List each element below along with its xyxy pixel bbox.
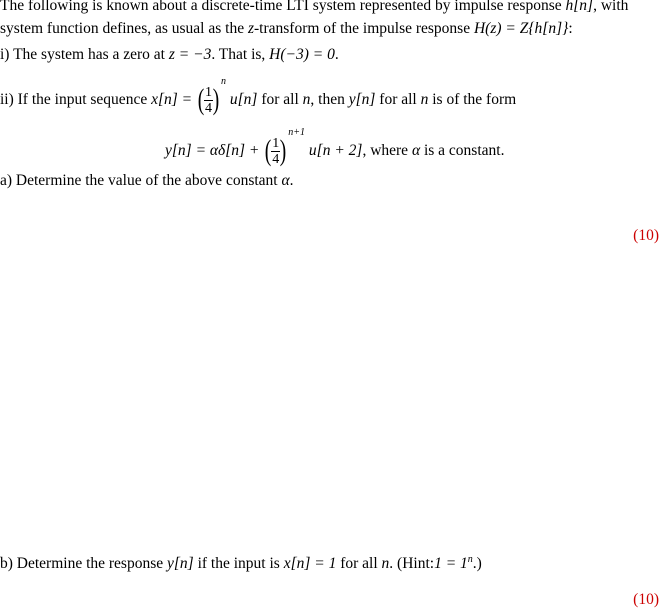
part-b-question: [0, 551, 482, 573]
part-b-mid: if the input is: [197, 555, 280, 573]
n-symbol-2: n: [420, 91, 429, 108]
alpha-symbol: α: [411, 142, 421, 159]
part-b-text: b) Determine the response: [0, 555, 164, 573]
exponent-n: n: [220, 76, 226, 87]
output-form-lhs: y[n] = αδ[n] +: [165, 142, 260, 159]
system-function-expr: H(z) = Z{h[n]}: [473, 20, 569, 37]
output-symbol: y[n]: [348, 91, 376, 108]
fraction-one-quarter: $\frac{1}{4}$: [204, 84, 212, 116]
condition-i: [0, 46, 339, 64]
form-equation: [165, 127, 504, 167]
condition-i-middle: . That is,: [211, 46, 266, 63]
condition-ii-prefix: ii) If the input sequence: [0, 91, 148, 108]
for-all-text-b: for all: [340, 555, 378, 573]
for-all-text: for all: [261, 91, 299, 108]
for-all-text-2: for all: [379, 91, 417, 108]
form-text: is of the form: [432, 91, 517, 108]
alpha-symbol-2: α: [281, 172, 290, 189]
part-a-question: [0, 172, 293, 190]
condition-ii: [0, 76, 516, 116]
part-a-marks: (10): [633, 227, 659, 244]
z-symbol: z: [247, 20, 254, 37]
constant-input: x[n] = 1: [283, 555, 337, 573]
hint-end: .): [472, 555, 482, 573]
condition-i-end: .: [334, 46, 339, 63]
intro-colon: :: [568, 20, 573, 37]
hint-expression: $1 = 1^n$: [434, 554, 473, 573]
unit-step: u[n]: [229, 91, 258, 108]
left-paren-2: (: [265, 134, 272, 168]
intro-mid: -transform of the impulse response: [254, 20, 471, 37]
intro-text: The following is known about a discrete-time LTI system represented by impulse response: [0, 0, 562, 14]
left-paren: (: [197, 83, 205, 117]
exponent-n-plus-1: n+1: [288, 127, 306, 138]
right-paren-2: ): [280, 134, 287, 168]
hint-prefix: . (Hint:: [389, 555, 435, 573]
shifted-unit-step: u[n + 2]: [308, 142, 363, 159]
part-a-text: a) Determine the value of the above constant: [0, 172, 278, 189]
intro-text-2: system function defines, as usual as the: [0, 20, 245, 37]
intro-line-2: [0, 20, 573, 38]
zero-expression: H(−3) = 0: [269, 46, 335, 63]
intro-tail: , with: [593, 0, 629, 14]
part-a-end: .: [289, 172, 294, 189]
then-text: , then: [310, 91, 345, 108]
fraction-one-quarter-2: $\frac{1}{4}$: [272, 135, 280, 167]
output-symbol-b: y[n]: [167, 555, 194, 573]
impulse-response-symbol: h[n]: [565, 0, 594, 14]
constant-text: is a constant.: [423, 142, 505, 159]
right-paren: ): [212, 83, 220, 117]
condition-i-prefix: i) The system has a zero at: [0, 46, 165, 63]
input-sequence-lhs: x[n] =: [151, 91, 193, 108]
intro-line-1: [0, 0, 628, 15]
zero-location: z = −3: [168, 46, 212, 63]
where-text: , where: [362, 142, 409, 159]
n-symbol: n: [302, 91, 311, 108]
n-symbol-b: n: [381, 555, 390, 573]
part-b-marks: (10): [633, 591, 659, 608]
